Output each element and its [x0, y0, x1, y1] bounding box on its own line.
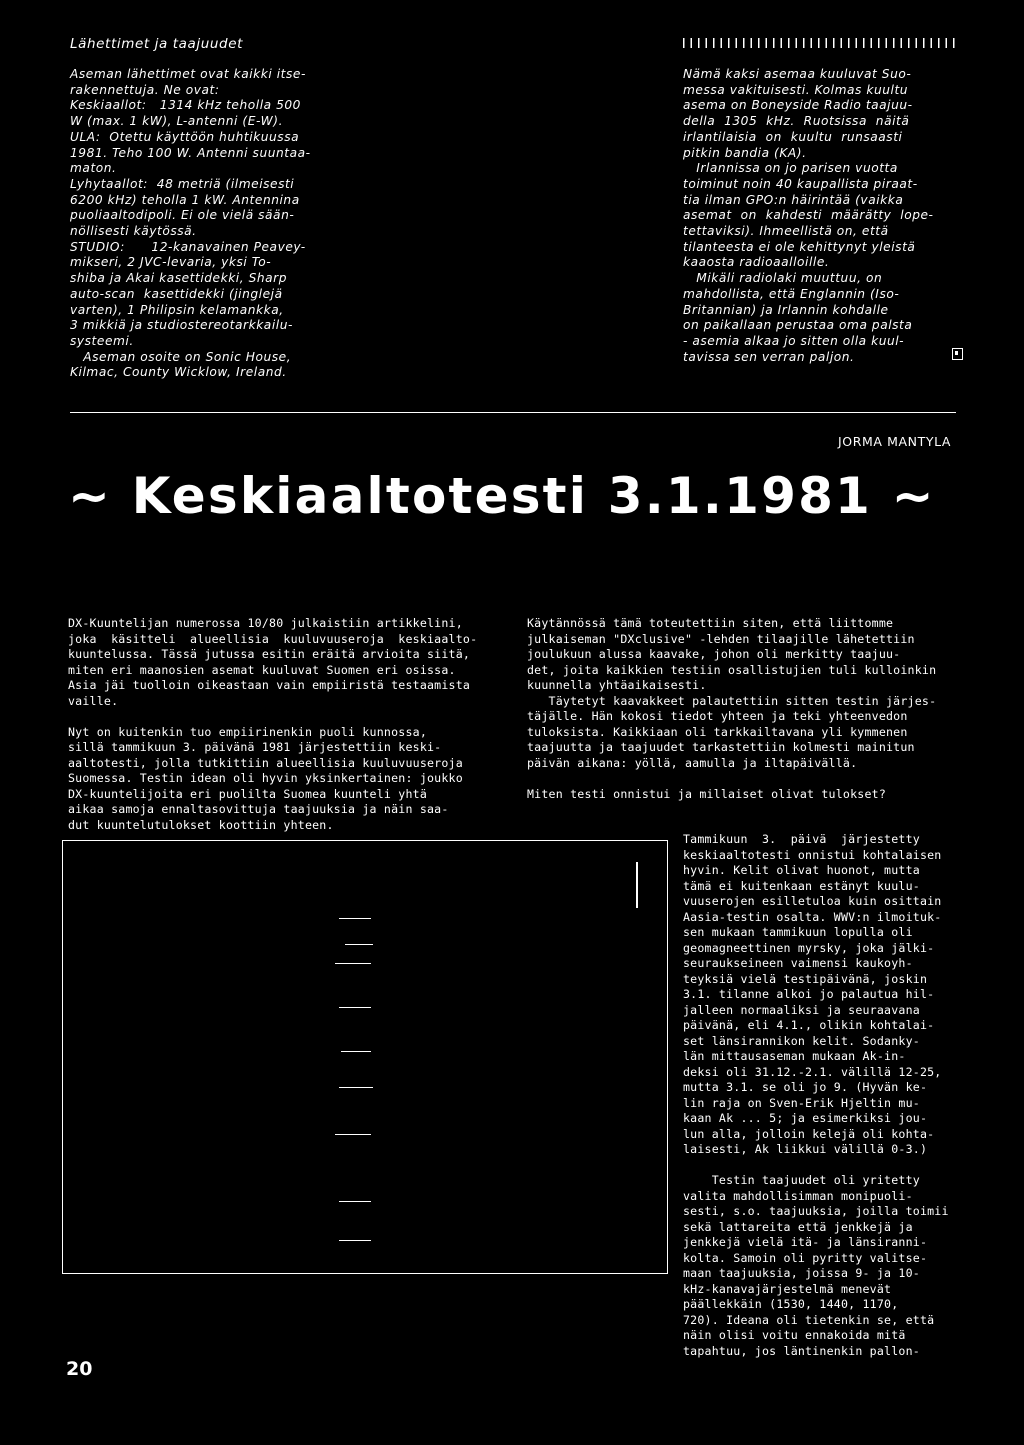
text-line: varten), 1 Philipsin kelamankka,	[70, 302, 284, 317]
text-line: maan taajuuksia, joissa 9- ja 10-	[683, 1266, 920, 1280]
end-of-article-icon	[952, 348, 963, 360]
text-line: Kilmac, County Wicklow, Ireland.	[70, 365, 287, 380]
text-line: Täytetyt kaavakkeet palautettiin sitten testin järjes-	[527, 693, 937, 708]
text-line: Aseman lähettimet ovat kaikki itse-	[70, 67, 306, 81]
text-line: keskiaaltotesti onnistui kohtalaisen	[683, 847, 942, 862]
text-line: tettaviksi). Ihmeellistä on, että	[683, 224, 889, 239]
text-line: Irlannissa on jo parisen vuotta	[683, 161, 898, 176]
text-line: det, joita kaikkien testiin osallistujien tuli kulloinkin	[527, 662, 937, 677]
text-line: mutta 3.1. se oli jo 9. (Hyvän ke-	[683, 1080, 928, 1094]
top-right-column	[683, 67, 934, 365]
text-line: shiba ja Akai kasettidekki, Sharp	[70, 271, 288, 286]
text-line: DX-kuuntelijoita eri puolilta Suomea kuunteli yhtä	[68, 786, 428, 801]
text-line: DX-Kuuntelijan numerossa 10/80 julkaistiin artikkelini,	[68, 616, 463, 630]
text-line: maton.	[70, 161, 117, 176]
text-line: joulukuun alussa kaavake, johon oli merkitty taajuu-	[527, 647, 901, 661]
figure-placeholder	[62, 840, 668, 1274]
figure-tick	[339, 1240, 371, 1241]
figure-tick	[335, 963, 371, 964]
text-line: Keskiaallot: 1314 kHz teholla 500	[70, 98, 301, 113]
text-line: deksi oli 31.12.-2.1. välillä 12-25,	[683, 1064, 942, 1079]
text-line: toiminut noin 40 kaupallista piraat-	[683, 176, 918, 191]
text-line: - asemia alkaa jo sitten olla kuul-	[683, 333, 905, 348]
text-line: laisesti, Ak liikkui välillä 0-3.)	[683, 1142, 928, 1156]
text-line: hyvin. Kelit olivat huonot, mutta	[683, 863, 920, 877]
text-line: aikaa samoja ennaltasovittuja taajuuksia ja näin saa-	[68, 802, 449, 816]
intro-left-column	[68, 616, 477, 833]
text-line: auto-scan kasettidekki (jinglejä	[70, 286, 283, 301]
text-line: sesti, s.o. taajuuksia, joilla toimii	[683, 1204, 949, 1218]
text-line: rakennettuja. Ne ovat:	[70, 82, 220, 97]
text-line: Tammikuun 3. päivä järjestetty	[683, 832, 920, 846]
text-line: ULA: Otettu käyttöön huhtikuussa	[70, 129, 300, 144]
text-line: lun alla, jolloin kelejä oli kohta-	[683, 1126, 935, 1141]
text-line: Miten testi onnistui ja millaiset olivat tulokset?	[527, 786, 887, 801]
text-line: Nämä kaksi asemaa kuuluvat Suo-	[683, 67, 912, 81]
figure-tick	[339, 1201, 371, 1202]
text-line: on paikallaan perustaa oma palsta	[683, 318, 913, 333]
text-line: aaltotesti, jolla tutkittiin alueellisia kuuluvuuseroja	[68, 755, 463, 770]
text-line: 3.1. tilanne alkoi jo palautua hil-	[683, 987, 935, 1001]
text-line: 1981. Teho 100 W. Antenni suuntaa-	[70, 145, 311, 160]
text-line: seuraukseineen vaimensi kaukoyh-	[683, 956, 913, 970]
top-left-column	[70, 67, 311, 381]
text-line: nöllisesti käytössä.	[70, 224, 197, 239]
text-line	[683, 1158, 949, 1174]
text-line: päällekkäin (1530, 1440, 1170,	[683, 1297, 899, 1311]
text-line	[68, 709, 477, 725]
text-line: Lyhytaallot: 48 metriä (ilmeisesti	[70, 176, 295, 191]
text-line: Testin taajuudet oli yritetty	[683, 1173, 920, 1187]
text-line: lin raja on Sven-Erik Hjeltin mu-	[683, 1095, 920, 1110]
text-line: sen mukaan tammikuun lopulla oli	[683, 925, 913, 939]
text-line: sillä tammikuun 3. päivänä 1981 järjestettiin keski-	[68, 740, 442, 754]
text-line: jenkkejä vielä itä- ja länsiranni-	[683, 1235, 928, 1249]
text-line: 6200 kHz) teholla 1 kW. Antennina	[70, 192, 300, 207]
text-line: set länsirannikon kelit. Sodanky-	[683, 1033, 920, 1048]
text-line: tilanteesta ei ole kehittynyt yleistä	[683, 239, 916, 254]
text-line: Nyt on kuitenkin tuo empiirinenkin puoli kunnossa,	[68, 724, 428, 739]
text-line: län mittausaseman mukaan Ak-in-	[683, 1049, 906, 1063]
figure-tick	[339, 1087, 373, 1088]
text-line: vaille.	[68, 693, 119, 708]
text-line: asemat on kahdesti määrätty lope-	[683, 208, 934, 223]
text-line: 3 mikkiä ja studiostereotarkkailu-	[70, 318, 293, 333]
text-line: päivänä, eli 4.1., olikin kohtalai-	[683, 1018, 935, 1032]
text-line: kaaosta radioaalloille.	[683, 255, 830, 270]
text-line: Britannian) ja Irlannin kohdalle	[683, 302, 889, 317]
text-line: Aseman osoite on Sonic House,	[70, 349, 292, 364]
text-line: mahdollista, että Englannin (Iso-	[683, 286, 900, 301]
text-line: della 1305 kHz. Ruotsissa näitä	[683, 114, 910, 129]
figure-tick	[341, 1051, 371, 1052]
text-line: dut kuuntelutulokset koottiin yhteen.	[68, 817, 334, 832]
section-label: Lähettimet ja taajuudet	[70, 36, 244, 52]
text-line: mikseri, 2 JVC-levaria, yksi To-	[70, 255, 272, 270]
text-line: taajuutta ja taajuudet tarkastettiin kolmesti mainitun	[527, 740, 915, 754]
text-line: pitkin bandia (KA).	[683, 145, 807, 160]
text-line: kolta. Samoin oli pyritty valitse-	[683, 1250, 928, 1265]
page-number: 20	[66, 1358, 93, 1380]
text-line: tämä ei kuitenkaan estänyt kuulu-	[683, 878, 920, 893]
text-line: teyksiä vielä testipäivänä, joskin	[683, 971, 928, 986]
text-line: STUDIO: 12-kanavainen Peavey-	[70, 239, 306, 254]
figure-tick	[345, 944, 373, 945]
text-line: kuunnella yhtäaikaisesti.	[527, 678, 707, 692]
author-byline: JORMA MANTYLA	[838, 434, 952, 449]
text-line: messa vakituisesti. Kolmas kuultu	[683, 82, 909, 97]
dotted-rule	[683, 38, 959, 48]
text-line: Suomessa. Testin idean oli hyvin yksinkertainen: joukko	[68, 771, 463, 785]
text-line: vuuserojen esilletuloa kuin osittain	[683, 894, 942, 908]
text-line: joka käsitteli alueellisia kuuluvuuseroja keskiaalto-	[68, 631, 478, 646]
text-line: Aasia-testin osalta. WWV:n ilmoituk-	[683, 909, 942, 924]
text-line: tavissa sen verran paljon.	[683, 349, 855, 364]
text-line: näin olisi voitu ennakoida mitä	[683, 1328, 906, 1342]
text-line: tia ilman GPO:n häirintää (vaikka	[683, 192, 904, 207]
text-line: kaan Ak ... 5; ja esimerkiksi jou-	[683, 1111, 928, 1125]
section-divider	[70, 412, 956, 413]
bottom-right-column	[683, 832, 949, 1359]
text-line: Asia jäi tuolloin oikeastaan vain empiiristä testaamista	[68, 678, 471, 692]
text-line: asema on Boneyside Radio taajuu-	[683, 98, 913, 113]
text-line: miten eri maanosien asemat kuuluvat Suomen eri osissa.	[68, 662, 456, 677]
text-line: tuloksista. Kaikkiaan oli tarkkailtavana yli kymmenen	[527, 724, 908, 739]
text-line: systeemi.	[70, 333, 134, 348]
text-line: kuuntelussa. Tässä jutussa esitin eräitä arvioita siitä,	[68, 647, 471, 661]
text-line: jalleen normaaliksi ja seuraavana	[683, 1002, 920, 1017]
text-line: täjälle. Hän kokosi tiedot yhteen ja teki yhteenvedon	[527, 709, 908, 723]
text-line: W (max. 1 kW), L-antenni (E-W).	[70, 114, 284, 129]
figure-tick	[339, 1007, 371, 1008]
text-line: geomagneettinen myrsky, joka jälki-	[683, 940, 935, 955]
text-line: valita mahdollisimman monipuoli-	[683, 1188, 913, 1203]
text-line: julkaiseman "DXclusive" -lehden tilaajille lähetettiin	[527, 631, 915, 646]
text-line	[527, 771, 936, 787]
article-headline: ~ Keskiaaltotesti 3.1.1981 ~	[68, 467, 936, 525]
figure-tick	[339, 918, 371, 919]
text-line: kHz-kanavajärjestelmä menevät	[683, 1281, 892, 1296]
text-line: 720). Ideana oli tietenkin se, että	[683, 1312, 935, 1327]
text-line: Käytännössä tämä toteutettiin siten, että liittomme	[527, 616, 894, 630]
text-line: Mikäli radiolaki muuttuu, on	[683, 271, 883, 286]
intro-right-column	[527, 616, 936, 802]
figure-vertical-bar	[636, 862, 638, 908]
text-line: irlantilaisia on kuultu runsaasti	[683, 129, 903, 144]
text-line: sekä lattareita että jenkkejä ja	[683, 1219, 913, 1234]
text-line: puoliaaltodipoli. Ei ole vielä sään-	[70, 208, 295, 223]
figure-tick	[335, 1134, 371, 1135]
text-line: päivän aikana: yöllä, aamulla ja iltapäivällä.	[527, 755, 858, 770]
text-line: tapahtuu, jos läntinenkin pallon-	[683, 1343, 920, 1358]
